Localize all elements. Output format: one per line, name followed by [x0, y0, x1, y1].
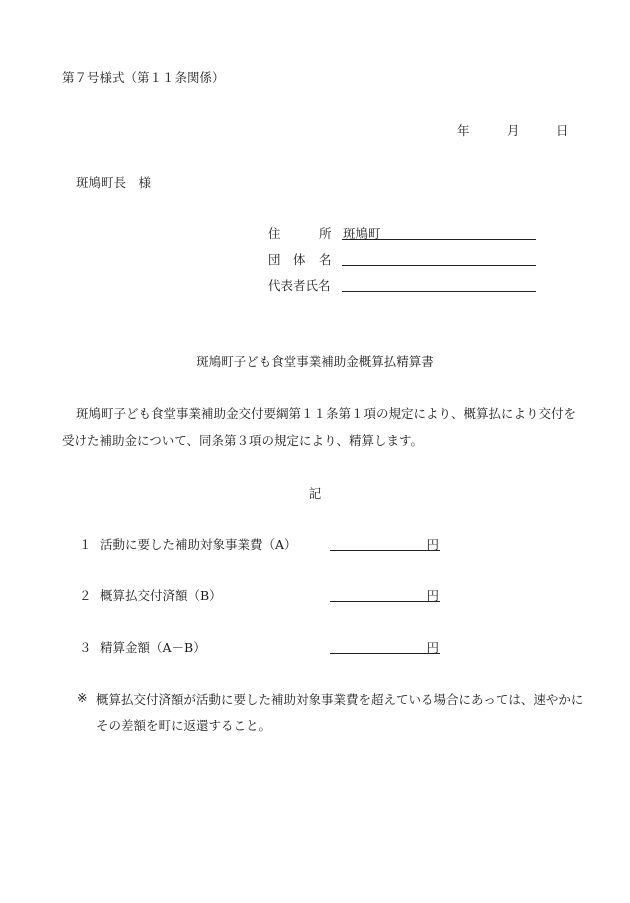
body-line-1: 斑鳩町子ども食堂事業補助金交付要綱第１１条第１項の規定により、概算払により交付を: [76, 406, 577, 421]
item-label: 活動に要した補助対象事業費（A）: [100, 537, 297, 552]
amount-field-settlement[interactable]: [330, 638, 440, 654]
representative-label: 代表者氏名: [268, 278, 331, 293]
addressee: 斑鳩町長 様: [76, 175, 152, 190]
date-month-label: 月: [507, 123, 520, 138]
yen-unit: 円: [426, 640, 439, 655]
date-day-label: 日: [556, 123, 569, 138]
form-number: 第７号様式（第１１条関係）: [62, 70, 225, 85]
amount-field-b[interactable]: [330, 586, 440, 602]
representative-name-field[interactable]: [342, 276, 536, 292]
group-label-char-2: 体: [293, 252, 306, 267]
amount-field-a[interactable]: [330, 535, 440, 551]
address-field[interactable]: 斑鳩町: [342, 224, 536, 240]
note-mark: ※: [77, 690, 88, 705]
date-year-label: 年: [457, 123, 470, 138]
document-title: 斑鳩町子ども食堂事業補助金概算払精算書: [196, 354, 434, 369]
note-line-1: 概算払交付済額が活動に要した補助対象事業費を超えている場合にあっては、速やかに: [96, 692, 584, 707]
item-label: 精算金額（A－B）: [100, 640, 206, 655]
note-line-2: その差額を町に返還すること。: [96, 718, 272, 733]
item-label: 概算払交付済額（B）: [100, 588, 222, 603]
item-number: ２: [79, 588, 92, 603]
item-row-3: [0, 638, 630, 656]
address-label-char-2: 所: [319, 226, 332, 241]
address-label-char-1: 住: [268, 226, 281, 241]
item-row-1: [0, 535, 630, 553]
ki-heading: 記: [308, 486, 322, 501]
group-name-field[interactable]: [342, 250, 536, 266]
body-line-2: 受けた補助金について、同条第３項の規定により、精算します。: [62, 433, 424, 448]
item-row-2: [0, 586, 630, 604]
item-number: ３: [79, 640, 92, 655]
item-number: １: [79, 537, 92, 552]
group-label-char-1: 団: [268, 252, 281, 267]
group-label-char-3: 名: [319, 252, 332, 267]
yen-unit: 円: [426, 537, 439, 552]
yen-unit: 円: [426, 588, 439, 603]
